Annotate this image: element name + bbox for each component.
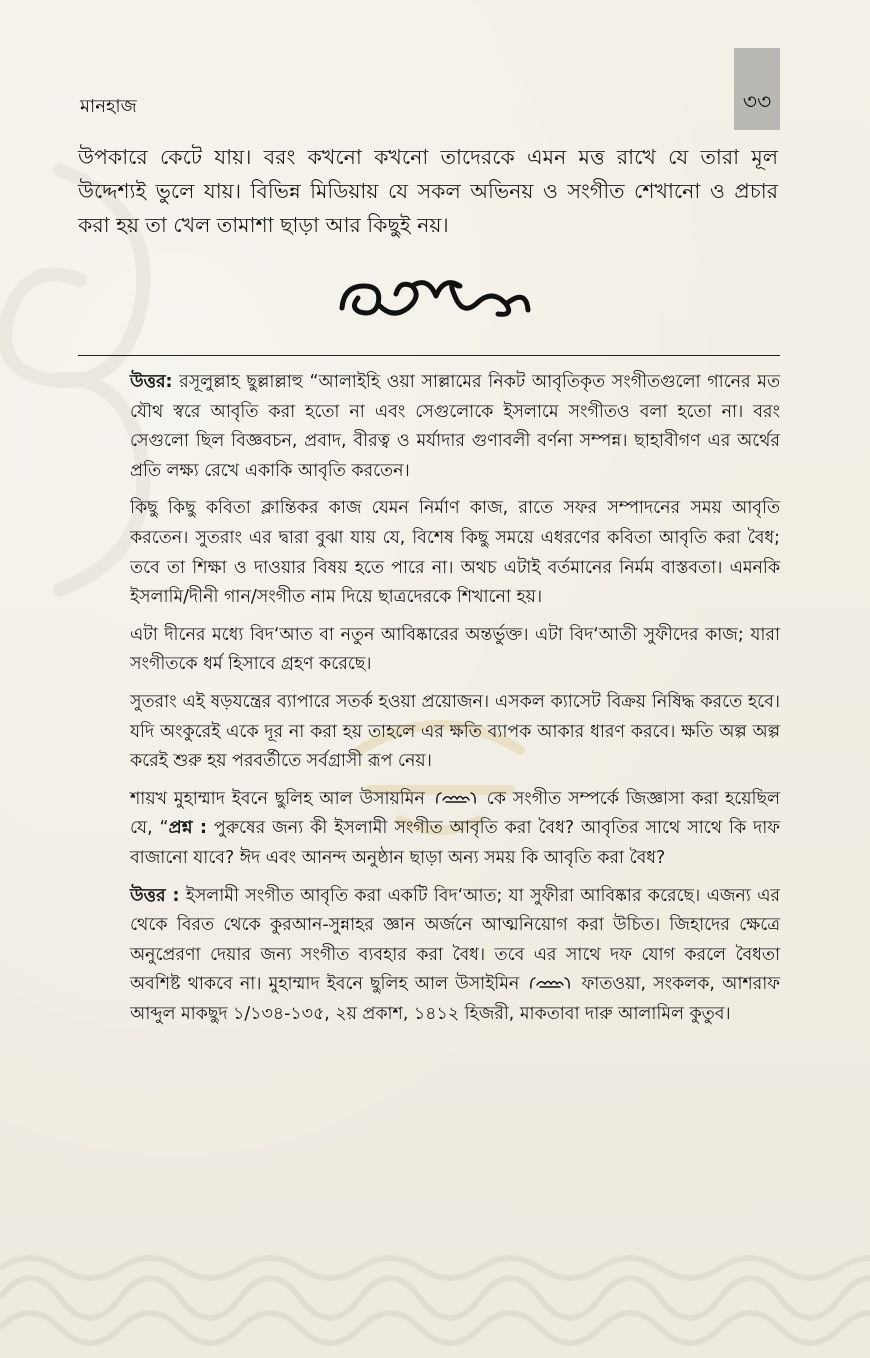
paragraph-text: কে সংগীত সম্পর্কে জিজ্ঞাসা করা হয়েছিল যে, “ [130, 788, 781, 839]
paragraph-text: রসূলুল্লাহ ছুল্লাল্লাহু “আলাইহি ওয়া সাল্লামের নিকট আবৃতিকৃত সংগীতগুলো গানের মত যৌথ স্বরে আবৃতি করা হতো না এবং সেগুলোকে ইসলামে সংগীতও বলা হতো না। বরং সেগুলো ছিল বিজ্ঞবচন, প্রবাদ, বীরত্ব ও মর্যাদার গুণাবলী বর্ণনা সম্পন্ন। ছাহাবীগণ এর অর্থের প্রতি লক্ষ্য রেখে একাকি আবৃতি করতেন। [130, 372, 780, 481]
answer-label: উত্তর : [130, 885, 180, 906]
paragraph-2: কিছু কিছু কবিতা ক্লান্তিকর কাজ যেমন নির্মাণ কাজ, রাতে সফর সম্পাদনের সময় আবৃতি করতেন। সুতরাং এর দ্বারা বুঝা যায় যে, বিশেষ কিছু সময়ে এধরণের কবিতা আবৃতি করা বৈধ; তবে তা শিক্ষা ও দাওয়ার বিষয় হতে পারে না। অথচ এটাই বর্তমানের নির্মম বাস্তবতা। এমনকি ইসলামি/দীনী গান/সংগীত নাম দিয়ে ছাত্রদেরকে শিখানো হয়। [130, 498, 780, 608]
paragraph-answer-2 [130, 882, 780, 1030]
answer-label: উত্তর: [130, 372, 173, 392]
running-head: মানহাজ [80, 96, 137, 117]
paragraph-text: পুরুষের জন্য কী ইসলামী সংগীত আবৃতি করা বৈধ? আবৃতির সাথে সাথে কি দাফ বাজানো যাবে? ঈদ এবং আনন্দ অনুষ্ঠান ছাড়া অন্য সময় কি আবৃতি করা বৈধ? [130, 818, 780, 868]
section-rule [78, 355, 780, 356]
decorative-flourish-divider-icon [330, 268, 540, 328]
page-number: ৩৩ [742, 90, 772, 115]
paragraph-text: ফাতওয়া, সংকলক, আশরাফ আব্দুল মাকছুদ ১/১৩৪-১৩৫, ২য় প্রকাশ, ১৪১২ হিজরী, মাকতাবা দারু আলামিল কুতুব। [130, 974, 780, 1024]
body-text [130, 368, 780, 1037]
rahimahullah-calligraphy-icon [434, 790, 478, 806]
paragraph-4: সুতরাং এই ষড়যন্ত্রের ব্যাপারে সতর্ক হওয়া প্রয়োজন। এসকল ক্যাসেট বিক্রয় নিষিদ্ধ করতে হবে। যদি অংকুরেই একে দূর না করা হয় তাহলে এর ক্ষতি ব্যাপক আকার ধারণ করবে। ক্ষতি অল্প অল্প করেই শুরু হয় পরবর্তীতে সর্বগ্রাসী রূপ নেয়। [130, 691, 780, 772]
page-number-tab [734, 48, 780, 130]
paragraph-text: শায়খ মুহাম্মাদ ইবনে ছুলিহ আল উসায়মিন [130, 788, 432, 809]
paragraph-5 [130, 785, 780, 874]
paragraph-answer-1 [130, 368, 780, 486]
question-label: প্রশ্ন : [168, 818, 207, 839]
rahimahullah-calligraphy-icon [528, 975, 572, 991]
intro-paragraph: উপকারে কেটে যায়। বরং কখনো কখনো তাদেরকে এমন মত্ত রাখে যে তারা মূল উদ্দেশ্যই ভুলে যায়। বিভিন্ন মিডিয়ায় যে সকল অভিনয় ও সংগীত শেখানো ও প্রচার করা হয় তা খেল তামাশা ছাড়া আর কিছুই নয়। [78, 145, 778, 237]
background-ornament-bottom [0, 1238, 870, 1358]
paragraph-3: এটা দীনের মধ্যে বিদ‘আত বা নতুন আবিষ্কারের অন্তর্ভুক্ত। এটা বিদ‘আতী সুফীদের কাজ; যারা সংগীতকে ধর্ম হিসাবে গ্রহণ করেছে। [130, 624, 780, 675]
paragraph-text: ইসলামী সংগীত আবৃতি করা একটি বিদ‘আত; যা সুফীরা আবিষ্কার করেছে। এজন্য এর থেকে বিরত থেকে কুরআন-সুন্নাহর জ্ঞান অর্জনে আত্মনিয়োগ করা উচিত। জিহাদের ক্ষেত্রে অনুপ্রেরণা দেয়ার জন্য সংগীত ব্যবহার করা বৈধ। তবে এর সাথে দফ যোগ করলে বৈধতা অবশিষ্ট থাকবে না। মুহাম্মাদ ইবনে ছুলিহ আল উসাইমিন [130, 885, 780, 995]
